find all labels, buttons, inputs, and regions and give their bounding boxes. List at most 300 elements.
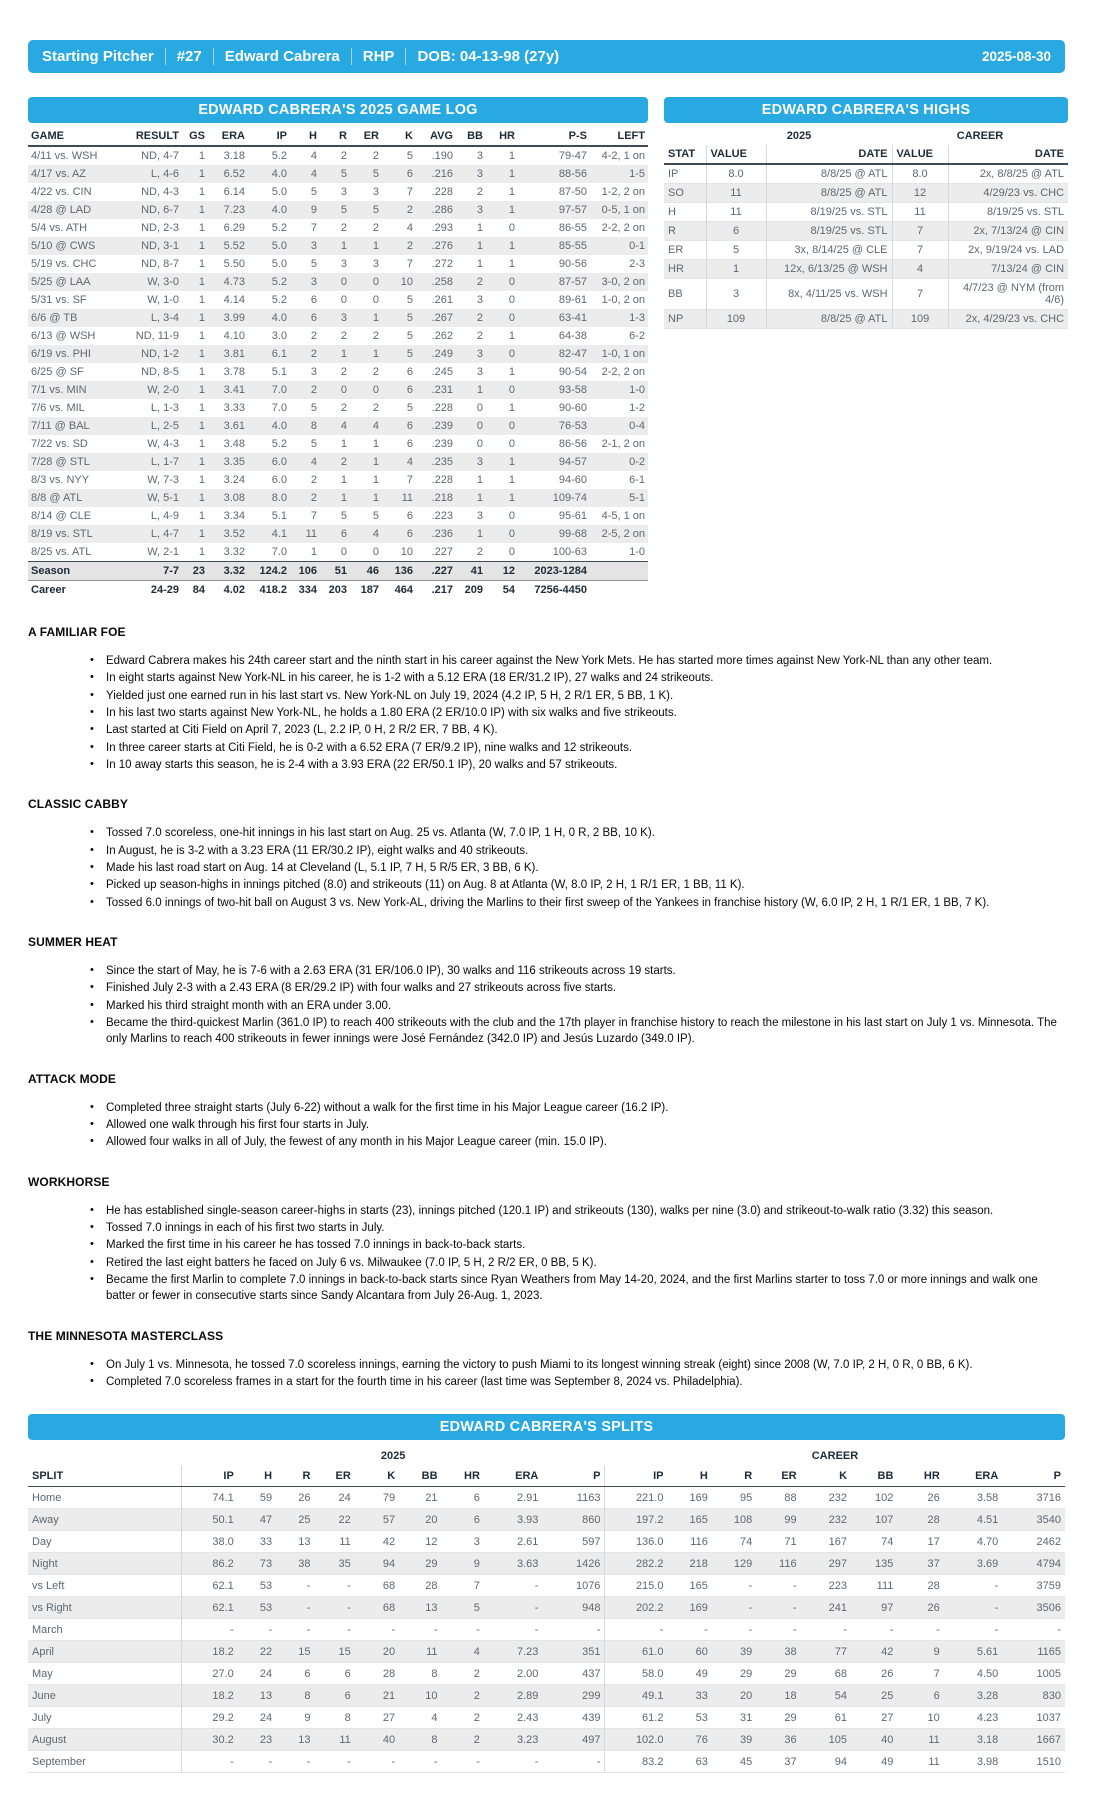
game-log-cell: 3.32 [223,546,245,558]
game-log-cell: 2 [476,546,483,558]
splits-cell: 60 [695,1645,708,1658]
note-bullet: • In August, he is 3-2 with a 3.23 ERA (11 ER/30.2 IP), eight walks and 40 strikeouts. [28,843,1065,859]
game-log-row [28,255,648,273]
splits-cell: - [1057,1623,1061,1636]
splits-cell: 11 [928,1733,940,1746]
splits-cell: 2.91 [516,1491,539,1504]
splits-title: EDWARD CABRERA'S SPLITS [28,1414,1065,1440]
game-log-cell: 11 [401,492,413,504]
game-log-cell: 6 [406,528,413,540]
game-log-cell: 6 [340,528,347,540]
game-log-cell: .223 [431,510,453,522]
game-log-cell: ND, 2-3 [141,222,179,234]
splits-cell: - [534,1579,539,1592]
game-log-cell: L, 2-5 [150,420,179,432]
game-log-cell: 2-1, 2 on [601,438,645,450]
game-log-cell: 5 [372,204,379,216]
splits-cell: 2.00 [516,1667,539,1680]
splits-cell: 232 [828,1513,848,1526]
splits-cell: 223 [828,1579,848,1592]
highs-row [664,203,1068,222]
note-block [28,1175,1065,1305]
splits-cell: 7 [933,1667,940,1680]
note-bullet: • In 10 away starts this season, he is 2-4 with a 3.93 ERA (22 ER/50.1 IP), 20 walks and 57 strikeouts. [28,757,1065,773]
game-log-cell: 0 [508,222,515,234]
game-log-cell: 3-0, 2 on [601,276,645,288]
game-log-cell: .217 [431,584,453,596]
game-log-row [28,525,648,543]
splits-column-header: H [667,1466,711,1487]
highs-cell: 7 [892,222,948,241]
game-log-cell: 106 [298,565,317,577]
game-log-row [28,543,648,562]
game-log-cell: 3 [310,276,317,288]
game-log-cell: 90-54 [558,366,587,378]
highs-row [664,164,1068,184]
game-log-cell: 2 [372,402,379,414]
header-role: Starting Pitcher [42,48,154,65]
highs-cell: 7 [892,279,948,310]
highs-row [664,184,1068,203]
splits-cell: 439 [582,1711,601,1724]
game-log-cell: W, 3-0 [147,276,179,288]
splits-cell: 10 [425,1689,438,1702]
splits-cell: - [268,1755,273,1768]
splits-cell: 3.23 [516,1733,539,1746]
splits-cell: - [347,1755,351,1768]
game-log-cell: 5 [372,168,379,180]
splits-cell: 63 [695,1755,708,1768]
highs-cell: 8/19/25 vs. STL [948,203,1068,222]
highs-cell: 4/7/23 @ NYM (from 4/6) [948,279,1068,310]
game-log-cell: 2 [476,312,483,324]
splits-cell: 4.50 [976,1667,999,1680]
splits-cell: 830 [1042,1689,1061,1702]
splits-cell: 1005 [1036,1667,1061,1680]
splits-panel [28,1414,1065,1773]
note-heading: ATTACK MODE [28,1071,116,1086]
game-log-cell: 3 [476,366,483,378]
game-log-cell: 5/19 vs. CHC [31,258,97,270]
splits-cell: 4 [431,1711,438,1724]
highs-header [664,127,1068,164]
game-log-cell: 7-7 [163,565,179,577]
game-log-cell: 7 [406,186,413,198]
highs-cell: 8/19/25 vs. STL [766,222,892,241]
game-log-cell: 1 [372,438,379,450]
game-log-cell [590,562,648,581]
game-log-cell: .190 [431,150,453,162]
splits-column-header: K [355,1466,399,1487]
splits-body [28,1487,1065,1773]
game-log-cell: 97-57 [558,204,587,216]
game-log-cell: 1 [198,546,205,558]
game-log-row [28,417,648,435]
game-log-cell: 6/6 @ TB [31,312,78,324]
note-bullet: • In three career starts at Citi Field, he is 0-2 with a 6.52 ERA (7 ER/9.2 IP), nine walks and 12 strikeouts. [28,740,1065,756]
note-bullet: • He has established single-season career-highs in starts (23), innings pitched (120.1 IP) and strikeouts (130), walks per nine (3.0) and strikeout-to-walk ratio (3.32) this season. [28,1203,1065,1219]
game-log-cell: .228 [431,474,453,486]
header-player-name: Edward Cabrera [224,48,340,65]
splits-cell: - [596,1755,601,1768]
splits-cell: 95 [739,1491,753,1504]
game-log-cell: 1 [198,348,205,360]
game-log-cell: 6.1 [271,348,287,360]
splits-column-header: ERA [484,1466,543,1487]
game-log-cell: 1 [508,366,515,378]
splits-cell: 18 [784,1689,797,1702]
game-log-cell: 1 [198,294,205,306]
splits-cell: 74.1 [181,1487,237,1509]
splits-cell: - [181,1751,237,1773]
game-log-cell: 1 [340,240,347,252]
game-log-cell: 3.35 [223,456,245,468]
game-log-cell: 8 [310,420,317,432]
splits-cell: 11 [339,1535,351,1548]
splits-cell: 7.23 [516,1645,539,1658]
game-log-cell: 12 [502,565,515,577]
note-bullet-list [28,1100,1065,1151]
game-log-cell: .228 [431,186,453,198]
note-heading: A FAMILIAR FOE [28,625,126,639]
game-log-cell: 85-55 [558,240,587,252]
note-bullet: • Completed 7.0 scoreless frames in a start for the fourth time in his career (last time was September 8, 2024 vs. Philadelphia). [28,1374,1065,1390]
note-block [28,797,1065,911]
note-bullet: • Retired the last eight batters he faced on July 6 vs. Milwaukee (7.0 IP, 5 H, 2 R/2 ER, 0 BB, 5 K). [28,1255,1065,1271]
game-log-cell: 3 [476,168,483,180]
game-log-cell: 2 [340,150,347,162]
game-log-cell: 4 [406,456,413,468]
game-log-cell: 1 [508,474,515,486]
game-log-cell: 4 [310,150,317,162]
game-log-column-header: K [382,127,416,146]
game-log-cell: 1 [372,456,379,468]
note-bullet: • Since the start of May, he is 7-6 with a 2.63 ERA (31 ER/106.0 IP), 30 walks and 116 strikeouts across 19 starts. [28,963,1065,979]
game-log-cell: 3.32 [223,565,245,577]
game-log-cell: 5.52 [223,240,245,252]
game-log-cell: 4 [372,420,379,432]
splits-row [28,1509,1065,1531]
game-log-cell: 1 [508,330,515,342]
game-log-cell: 1 [508,456,515,468]
splits-cell: - [994,1601,999,1614]
splits-cell: - [306,1579,311,1592]
splits-row [28,1487,1065,1509]
game-log-row [28,219,648,237]
splits-cell: 437 [582,1667,601,1680]
game-log-column-header: P-S [518,127,590,146]
game-log-cell: 6 [406,510,413,522]
game-log-cell: 187 [360,584,379,596]
note-heading: THE MINNESOTA MASTERCLASS [28,1328,224,1343]
highs-group-header: CAREER [956,130,1004,142]
highs-cell: 5 [706,241,766,260]
splits-cell: 38 [298,1557,311,1570]
game-log-cell: 3 [310,366,317,378]
splits-cell: - [347,1579,351,1592]
splits-cell: 6 [933,1689,940,1702]
highs-cell: 109 [892,310,948,329]
splits-column-header: BB [399,1466,441,1487]
splits-cell: 165 [689,1513,708,1526]
game-log-cell: 5.0 [271,258,287,270]
splits-cell: - [306,1623,311,1636]
game-log-cell: 3 [476,348,483,360]
note-bullet: • Became the third-quickest Marlin (361.0 IP) to reach 400 strikeouts with the club and the 17th player in franchise history to reach the milestone in his last start on July 1 vs. Minnesota. The only Marlins to reach 400 strikeouts in fewer innings were José Fernández (342.0 IP) and Jesús Luzardo (349.0 IP). [28,1015,1065,1048]
splits-cell: 3716 [1036,1491,1061,1504]
splits-cell: 28 [927,1513,940,1526]
splits-cell: - [889,1623,894,1636]
game-log-cell: 0 [508,420,515,432]
splits-cell: 88 [784,1491,797,1504]
splits-column-header: HR [442,1466,484,1487]
game-log-cell: 2-2, 2 on [601,222,645,234]
game-log-cell: 94-60 [558,474,587,486]
splits-cell: 135 [875,1557,894,1570]
splits-cell: 13 [298,1733,311,1746]
note-bullet-list [28,825,1065,911]
game-log-cell: 4 [372,528,379,540]
game-log-column-header: H [290,127,320,146]
game-log-cell: 2 [340,456,347,468]
note-bullet-list [28,1357,1065,1391]
header-divider [405,48,406,65]
splits-cell: 9 [933,1645,940,1658]
splits-label-cell: May [32,1667,53,1680]
splits-cell: - [748,1579,753,1592]
splits-label-cell: June [32,1689,56,1702]
splits-cell: 129 [733,1557,753,1570]
game-log-cell: 11 [305,528,317,540]
game-log-cell: 5 [406,402,413,414]
game-log-cell: 1 [508,240,515,252]
splits-cell: 37 [784,1755,797,1768]
game-log-cell: 1 [372,492,379,504]
highs-cell: 2x, 4/29/23 vs. CHC [948,310,1068,329]
game-log-cell: 2 [340,330,347,342]
game-log-cell: .293 [431,222,453,234]
game-log-cell: 5 [310,438,317,450]
splits-row [28,1707,1065,1729]
highs-row [664,279,1068,310]
splits-cell: 15 [338,1645,351,1658]
game-log-cell: 8/19 vs. STL [31,528,93,540]
game-log-column-header: AVG [416,127,456,146]
game-log-cell: 89-61 [558,294,587,306]
game-log-cell: 4.0 [271,420,287,432]
splits-cell: 31 [739,1711,753,1724]
splits-cell: 27.0 [181,1663,237,1685]
game-log-cell: 3 [372,258,379,270]
game-log-cell: .227 [431,546,453,558]
game-log-cell: 3.0 [271,330,287,342]
highs-cell: 2x, 7/13/24 @ CIN [948,222,1068,241]
splits-cell: 8 [344,1711,351,1724]
splits-cell: 102 [875,1491,894,1504]
highs-group-header: 2025 [786,130,812,142]
game-log-cell: 7 [310,510,317,522]
splits-cell: 1510 [1036,1755,1061,1768]
game-log-cell: 1 [310,546,317,558]
game-log-cell: 3.18 [223,150,245,162]
game-log-cell: 5 [406,294,413,306]
game-log-cell: 6 [406,438,413,450]
highs-cell: 3x, 8/14/25 @ CLE [766,241,892,260]
game-log-cell: 4.1 [271,528,287,540]
splits-cell: 111 [876,1579,894,1592]
note-bullet-list [28,1203,1065,1305]
splits-column-header: ER [314,1466,354,1487]
splits-cell: 167 [828,1535,848,1548]
game-log-cell: 1 [476,528,483,540]
splits-cell: 4 [473,1645,480,1658]
splits-cell: - [596,1623,601,1636]
splits-row [28,1685,1065,1707]
game-log-cell: .235 [431,456,453,468]
game-log-cell: 6/25 @ SF [31,366,84,378]
game-log-cell: 4-2, 1 on [601,150,645,162]
game-log-cell: 93-58 [558,384,587,396]
game-log-cell: 2 [372,150,379,162]
game-log-cell: 1 [198,258,205,270]
game-log-cell: 3.99 [223,312,245,324]
splits-cell: - [748,1601,753,1614]
game-log-column-header: GS [182,127,208,146]
game-log-cell: 109-74 [552,492,587,504]
game-log-cell: 5/4 vs. ATH [31,222,88,234]
splits-cell: 20 [382,1645,396,1658]
splits-cell: 20 [739,1689,753,1702]
splits-cell: 15 [298,1645,311,1658]
game-log-header-row [28,127,648,146]
game-log-cell: 7256-4450 [534,584,587,596]
splits-cell: 45 [739,1755,753,1768]
header-dob: DOB: 04-13-98 (27y) [417,48,560,65]
game-log-cell: 1 [198,204,205,216]
game-log-cell: 4 [310,168,317,180]
splits-column-header: ERA [944,1466,1003,1487]
game-log-cell: .272 [431,258,453,270]
game-log-cell: 6-2 [629,330,645,342]
game-log-cell: 5.2 [271,150,287,162]
game-log-row [28,309,648,327]
game-log-cell: 1 [340,474,347,486]
note-bullet: • Yielded just one earned run in his last start vs. New York-NL on July 19, 2024 (4.2 IP, 5 H, 2 R/1 ER, 5 BB, 1 K). [28,688,1065,704]
splits-column-header: R [712,1466,756,1487]
game-log-cell: 4-5, 1 on [601,510,645,522]
splits-cell: - [268,1623,273,1636]
highs-cell: 12 [892,184,948,203]
game-log-cell: 4 [340,420,347,432]
game-log-cell: 1 [476,258,483,270]
game-log-cell: 86-55 [558,222,587,234]
splits-cell: 2 [473,1711,480,1724]
game-log-cell: 3 [476,204,483,216]
splits-cell: 860 [582,1513,601,1526]
game-log-cell: 94-57 [558,456,587,468]
game-log-cell: 3.24 [223,474,245,486]
splits-column-header: H [238,1466,276,1487]
game-log-column-header: ERA [208,127,248,146]
game-log-cell: 3.81 [223,348,245,360]
splits-cell: 29 [784,1711,797,1724]
game-log-cell: 0 [340,384,347,396]
splits-cell: 116 [690,1535,708,1548]
splits-cell: 29 [784,1667,797,1680]
splits-cell: 37 [927,1557,940,1570]
splits-cell: - [534,1755,539,1768]
note-bullet: • Picked up season-highs in innings pitched (8.0) and strikeouts (11) on Aug. 8 at Atlanta (W, 8.0 IP, 2 H, 1 R/1 ER, 1 BB, 11 K). [28,877,1065,893]
game-log-cell: 4/17 vs. AZ [31,168,87,180]
game-log-cell: 99-68 [558,528,587,540]
game-log-cell: 1 [340,492,347,504]
game-log-cell: 90-56 [558,258,587,270]
splits-cell: 3.18 [976,1733,999,1746]
header-divider [165,48,166,65]
note-bullet: • Tossed 6.0 innings of two-hit ball on August 3 vs. New York-AL, driving the Marlins to their first sweep of the Yankees in franchise history (W, 6.0 IP, 2 H, 1 R/1 ER, 1 BB, 7 K). [28,895,1065,911]
splits-cell: 74 [739,1535,753,1548]
game-log-season-row [28,562,648,581]
splits-column-header: P [542,1466,605,1487]
game-log-cell: 41 [470,565,483,577]
game-log-career-row [28,581,648,600]
game-log-cell: 1 [198,276,205,288]
game-log-cell: .236 [431,528,453,540]
game-log-cell: 6.0 [271,474,287,486]
game-log-cell: 5 [340,510,347,522]
game-log-cell: 5 [310,186,317,198]
game-log-cell: 7.0 [271,402,287,414]
game-log-cell: ND, 4-7 [141,150,179,162]
game-log-cell: 3.34 [223,510,245,522]
splits-cell: 73 [259,1557,273,1570]
game-log-cell: 1 [198,492,205,504]
game-log-cell: 2023-1284 [534,565,587,577]
splits-cell: 53 [695,1711,708,1724]
splits-cell: 13 [298,1535,311,1548]
splits-cell: 4794 [1036,1557,1061,1570]
game-log-cell: ND, 4-3 [141,186,179,198]
game-log-cell: 3 [310,240,317,252]
splits-label-cell: August [32,1733,67,1746]
game-log-cell: 0-2 [629,456,645,468]
splits-cell: 4.23 [976,1711,999,1724]
game-log-cell: 0-4 [629,420,645,432]
highs-cell: 8.0 [706,164,766,184]
splits-cell: 3506 [1036,1601,1061,1614]
game-log-cell: 1 [340,438,347,450]
game-log-cell: 6.29 [223,222,245,234]
splits-cell: 33 [259,1535,273,1548]
game-log-cell: 1 [372,348,379,360]
splits-cell: 12 [425,1535,438,1548]
splits-row [28,1729,1065,1751]
splits-cell: 2462 [1036,1535,1061,1548]
splits-label-cell: Away [32,1513,59,1526]
game-log-cell: 7/11 @ BAL [31,420,90,432]
splits-cell: 53 [259,1601,273,1614]
game-log-cell: 0 [372,546,379,558]
highs-cell: ER [668,244,684,256]
splits-cell: 102.0 [605,1729,668,1751]
game-log-cell: .267 [431,312,453,324]
game-log-cell: 2-5, 2 on [601,528,645,540]
note-heading: WORKHORSE [28,1174,110,1189]
game-log-cell: 54 [502,584,515,596]
game-log-cell: 464 [394,584,413,596]
game-log-cell: 8/14 @ CLE [31,510,92,522]
highs-row [664,241,1068,260]
